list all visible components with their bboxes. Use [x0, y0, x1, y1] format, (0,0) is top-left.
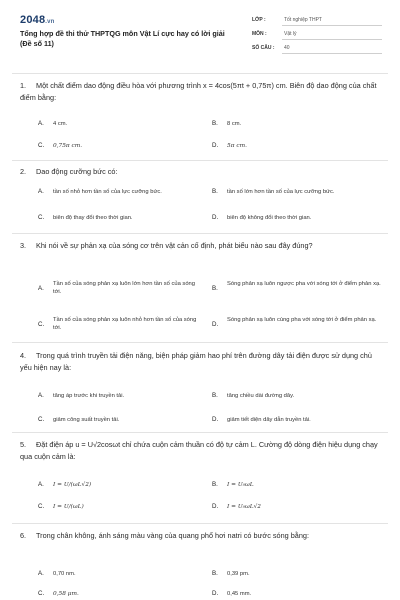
question-text: [20, 80, 382, 104]
question-text: [20, 240, 382, 252]
option-letter: A.: [38, 188, 44, 195]
option-text: 5π cm.: [227, 143, 247, 149]
logo-suffix: .vn: [45, 19, 55, 25]
divider: [12, 160, 388, 161]
meta-underline: [282, 39, 382, 40]
option-text: I = U₀ωL√2: [227, 504, 262, 510]
option-text: 4 cm.: [53, 121, 68, 127]
option-letter: B.: [212, 570, 218, 577]
divider: [12, 73, 388, 74]
meta-value: Tốt nghiệp THPT: [284, 17, 322, 23]
option-text: Sóng phản xạ luôn cùng pha với sóng tới ở điểm phản xạ.: [227, 317, 377, 323]
question-text: [20, 530, 382, 542]
option-text: 0,70 nm.: [53, 571, 76, 577]
meta-row-class: [252, 16, 382, 30]
question-body: Dao động cưỡng bức có:: [36, 167, 118, 176]
option-letter: C.: [38, 321, 45, 328]
meta-value: 40: [284, 45, 290, 51]
option-text: Tần số của sóng phản xạ luôn nhỏ hơn tần số của sóng tới.: [53, 317, 197, 331]
question-number: 6.: [20, 531, 27, 540]
option-letter: A.: [38, 285, 44, 292]
option-letter: D.: [212, 590, 219, 597]
exam-header: [0, 0, 400, 72]
divider: [12, 342, 388, 343]
option-letter: D.: [212, 142, 219, 149]
option-letter: A.: [38, 120, 44, 127]
option-text: tần số lớn hơn tần số của lực cưỡng bức.: [227, 189, 335, 195]
question-body: Khi nói về sự phản xạ của sóng cơ trên vật cản cố định, phát biểu nào sau đây đúng?: [36, 241, 313, 250]
divider: [12, 523, 388, 524]
question-number: 2.: [20, 167, 27, 176]
meta-row-subject: [252, 30, 382, 44]
divider: [12, 233, 388, 234]
question-number: 3.: [20, 241, 27, 250]
question-text: [20, 350, 382, 374]
option-text: tần số nhỏ hơn tần số của lực cưỡng bức.: [53, 189, 162, 195]
meta-underline: [282, 25, 382, 26]
option-text: biên độ thay đổi theo thời gian.: [53, 215, 133, 221]
option-letter: B.: [212, 392, 218, 399]
option-letter: C.: [38, 416, 45, 423]
option-text: tăng áp trước khi truyền tải.: [53, 393, 125, 399]
question-number: 4.: [20, 351, 27, 360]
option-text: Sóng phản xạ luôn ngược pha với sóng tới ở điểm phản xạ.: [227, 281, 381, 287]
option-letter: B.: [212, 120, 218, 127]
option-text: I = U/(ωL√2): [53, 482, 92, 488]
site-logo[interactable]: [20, 14, 55, 26]
option-letter: C.: [38, 590, 45, 597]
option-letter: B.: [212, 285, 218, 292]
meta-label: LỚP :: [252, 17, 266, 23]
meta-label: MÔN :: [252, 31, 267, 37]
option-text: 0,58 μm.: [53, 591, 79, 597]
option-text: tăng chiều dài đường dây.: [227, 393, 295, 399]
exam-meta: [252, 16, 382, 58]
option-letter: D.: [212, 321, 219, 328]
meta-label: SỐ CÂU :: [252, 45, 275, 51]
question-body: Trong quá trình truyền tải điện năng, biện pháp giảm hao phí trên đường dây tải điện được sử dụng chủ yếu hiện nay là:: [20, 351, 372, 372]
option-letter: C.: [38, 503, 45, 510]
option-letter: D.: [212, 503, 219, 510]
option-text: 8 cm.: [227, 121, 242, 127]
option-text: biên độ không đổi theo thời gian.: [227, 215, 312, 221]
option-text: 0,45 mm.: [227, 591, 252, 597]
meta-underline: [282, 53, 382, 54]
question-body: Một chất điểm dao động điều hòa với phương trình x = 4cos(5πt + 0,75π) cm. Biên độ dao động của chất điểm bằng:: [20, 81, 377, 102]
option-text: 0,75π cm.: [53, 143, 83, 149]
option-text: 0,39 pm.: [227, 571, 250, 577]
option-letter: B.: [212, 481, 218, 488]
option-letter: C.: [38, 142, 45, 149]
question-number: 1.: [20, 81, 27, 90]
logo-text: 2048: [20, 14, 46, 26]
option-text: giảm tiết diện dây dẫn truyền tải.: [227, 417, 311, 423]
option-text: giảm công suất truyền tải.: [53, 417, 120, 423]
question-number: 5.: [20, 440, 27, 449]
option-letter: A.: [38, 570, 44, 577]
question-body: Đặt điện áp u = U√2cosωt chỉ chứa cuộn cảm thuần có độ tự cảm L. Cường độ dòng điện hiệu dụng chạy qua cuộn cảm là:: [20, 440, 378, 461]
option-letter: C.: [38, 214, 45, 221]
question-text: [20, 439, 382, 463]
option-letter: A.: [38, 392, 44, 399]
question-text: [20, 166, 382, 178]
divider: [12, 432, 388, 433]
meta-row-count: [252, 44, 382, 58]
exam-title: Tổng hợp đề thi thử THPTQG môn Vật Lí cực hay có lời giải (Đề số 11): [20, 29, 225, 48]
meta-value: Vật lý: [284, 31, 297, 37]
option-letter: D.: [212, 214, 219, 221]
option-letter: B.: [212, 188, 218, 195]
option-letter: A.: [38, 481, 44, 488]
option-text: Tần số của sóng phản xạ luôn lớn hơn tần số của sóng tới.: [53, 281, 195, 295]
option-letter: D.: [212, 416, 219, 423]
option-text: I = U₀ωL: [227, 482, 254, 488]
question-body: Trong chân không, ánh sáng màu vàng của quang phổ hơi natri có bước sóng bằng:: [36, 531, 310, 540]
option-text: I = U/(ωL): [53, 504, 84, 510]
